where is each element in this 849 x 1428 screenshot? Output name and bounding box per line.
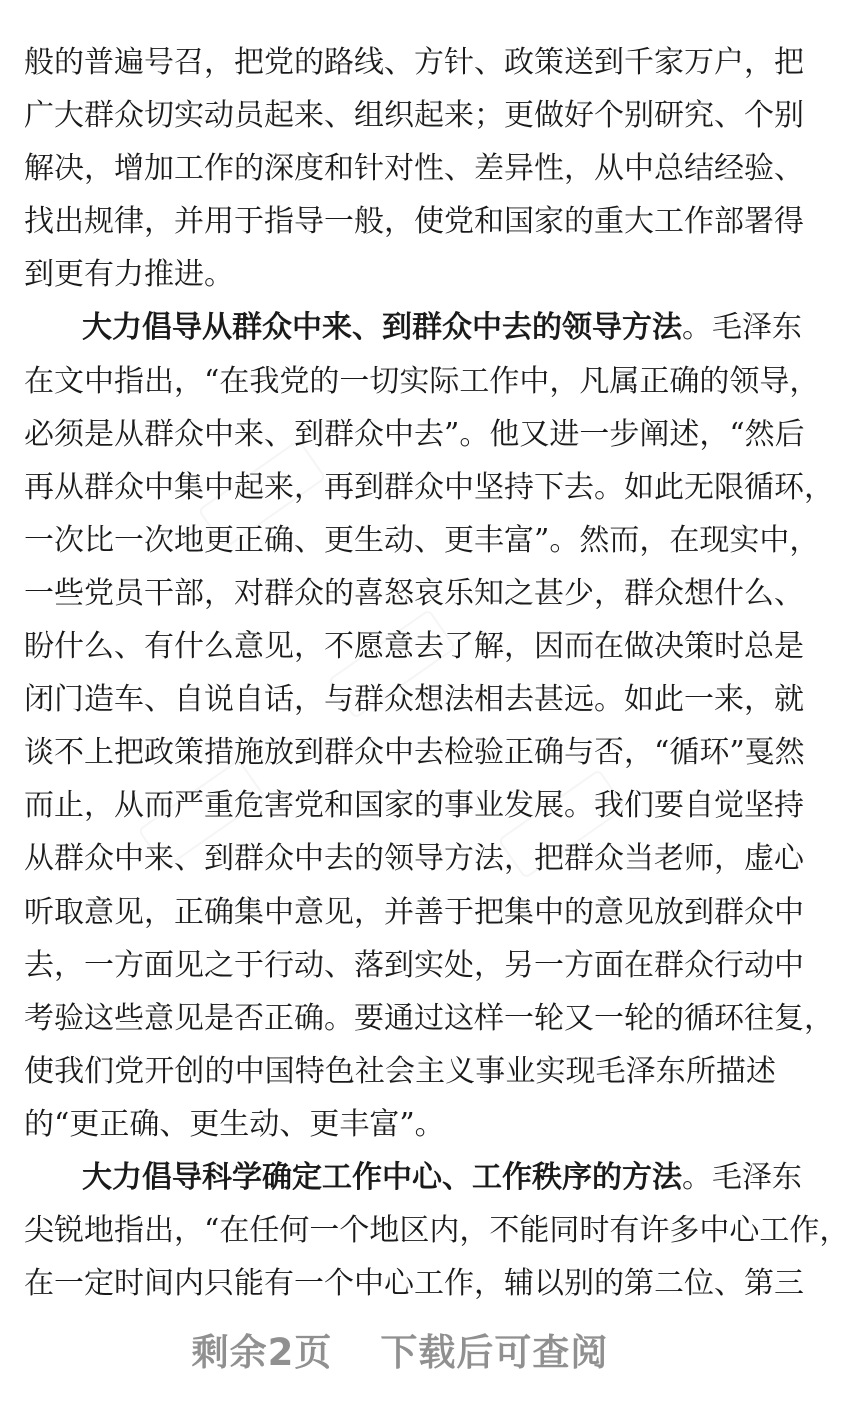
- text-line: 去，一方面见之于行动、落到实处，另一方面在群众行动中: [24, 947, 804, 983]
- text-line: 在一定时间内只能有一个中心工作，辅以别的第二位、第三: [24, 1266, 804, 1302]
- section-heading: 大力倡导从群众中来、到群众中去的领导方法: [82, 310, 682, 346]
- text-line: 广大群众切实动员起来、组织起来；更做好个别研究、个别: [24, 98, 804, 134]
- text-line: 盼什么、有什么意见，不愿意去了解，因而在做决策时总是: [24, 629, 804, 665]
- download-to-view-label: 下载后可查阅: [380, 1331, 609, 1374]
- text-line: 在文中指出，“在我党的一切实际工作中，凡属正确的领导，: [24, 363, 820, 399]
- text-line: 的“更正确、更生动、更丰富”。: [24, 1106, 445, 1142]
- text-line: 解决，增加工作的深度和针对性、差异性，从中总结经验、: [24, 151, 804, 187]
- text-line: 般的普遍号召，把党的路线、方针、政策送到千家万户，把: [24, 45, 804, 80]
- document-body: [24, 36, 849, 1310]
- text-line: 再从群众中集中起来，再到群众中坚持下去。如此无限循环，: [24, 469, 834, 505]
- section-heading-line: 大力倡导从群众中来、到群众中去的领导方法。毛泽东: [82, 310, 802, 346]
- text-line: 必须是从群众中来、到群众中去”。他又进一步阐述，“然后: [24, 416, 805, 452]
- text-line: 到更有力推进。: [24, 257, 234, 293]
- text-line: 考验这些意见是否正确。要通过这样一轮又一轮的循环往复，: [24, 1000, 834, 1036]
- text-line: 尖锐地指出，“在任何一个地区内，不能同时有许多中心工作，: [24, 1213, 849, 1249]
- text-line: 找出规律，并用于指导一般，使党和国家的重大工作部署得: [24, 204, 804, 240]
- text-line: 谈不上把政策措施放到群众中去检验正确与否，“循环”戛然: [24, 735, 805, 771]
- text-line: 而止，从而严重危害党和国家的事业发展。我们要自觉坚持: [24, 788, 804, 824]
- text-line: 一次比一次地更正确、更生动、更丰富”。然而，在现实中，: [24, 522, 820, 558]
- section-heading: 大力倡导科学确定工作中心、工作秩序的方法: [82, 1159, 682, 1195]
- text-line: 听取意见，正确集中意见，并善于把集中的意见放到群众中: [24, 894, 804, 930]
- text-line: 闭门造车、自说自话，与群众想法相去甚远。如此一来，就: [24, 682, 804, 718]
- text-line: 从群众中来、到群众中去的领导方法，把群众当老师，虚心: [24, 841, 804, 877]
- section-heading-line: 大力倡导科学确定工作中心、工作秩序的方法。毛泽东: [82, 1159, 802, 1195]
- remaining-pages-label: 剩余2页: [191, 1331, 333, 1374]
- download-prompt[interactable]: [0, 1322, 800, 1382]
- text-line: 使我们党开创的中国特色社会主义事业实现毛泽东所描述: [24, 1053, 776, 1089]
- text-line: 一些党员干部，对群众的喜怒哀乐知之甚少，群众想什么、: [24, 575, 804, 611]
